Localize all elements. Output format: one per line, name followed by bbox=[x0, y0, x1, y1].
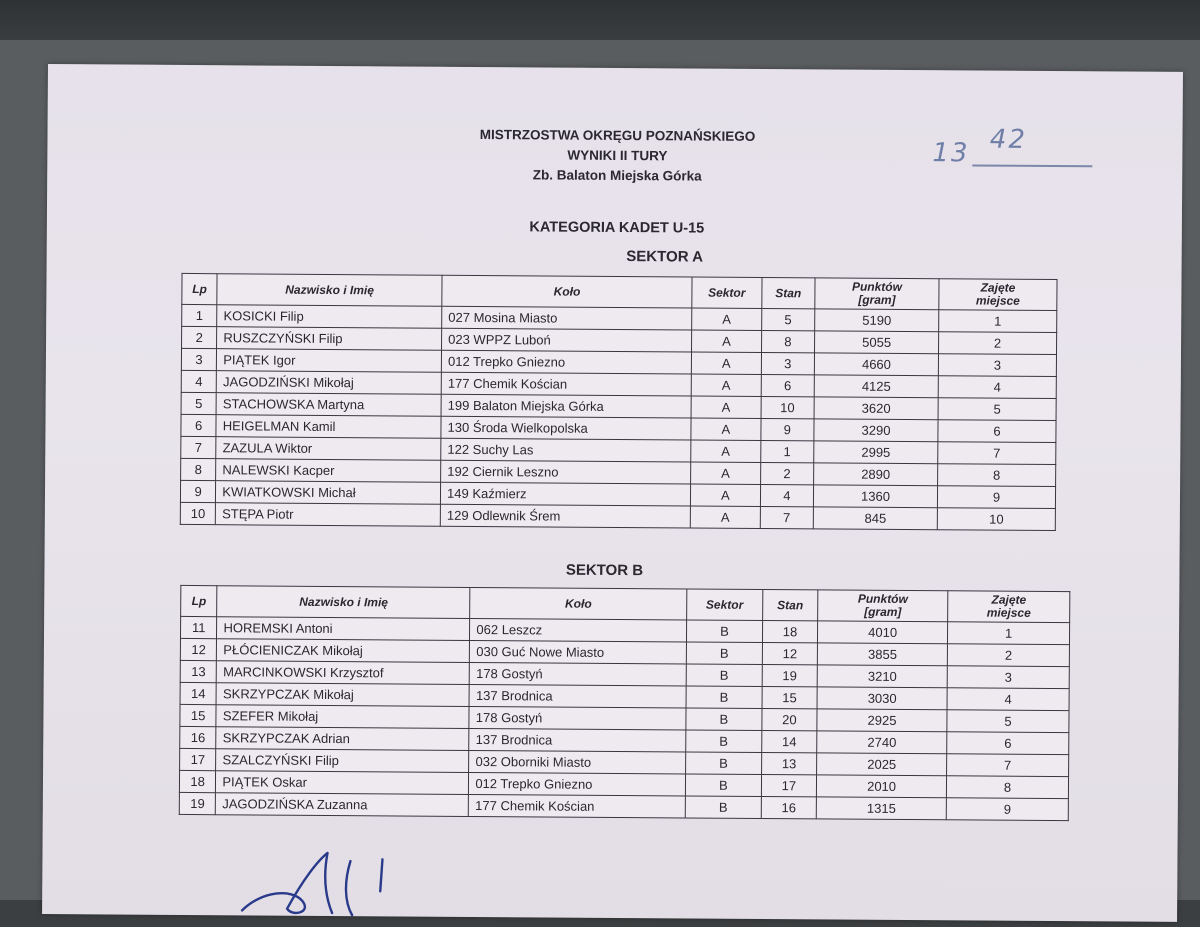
cell-club: 062 Leszcz bbox=[470, 618, 687, 642]
cell-stan: 2 bbox=[760, 462, 814, 484]
cell-points: 2995 bbox=[814, 441, 938, 464]
cell-points: 4010 bbox=[818, 621, 948, 644]
cell-points: 2010 bbox=[816, 775, 946, 798]
col-sector: Sektor bbox=[687, 589, 763, 621]
cell-points: 2025 bbox=[817, 753, 947, 776]
results-sheet bbox=[42, 64, 1183, 922]
cell-stan: 12 bbox=[762, 643, 817, 665]
cell-club: 027 Mosina Miasto bbox=[442, 306, 692, 330]
cell-sector: A bbox=[691, 352, 761, 374]
cell-points: 4660 bbox=[814, 353, 938, 376]
cell-place: 6 bbox=[947, 732, 1069, 755]
cell-place: 8 bbox=[938, 464, 1056, 487]
cell-stan: 9 bbox=[761, 418, 815, 440]
handwritten-underline bbox=[972, 164, 1092, 166]
cell-lp: 5 bbox=[181, 392, 216, 414]
cell-name: HEIGELMAN Kamil bbox=[216, 415, 441, 439]
cell-sector: B bbox=[685, 774, 761, 797]
cell-lp: 6 bbox=[181, 414, 216, 436]
cell-place: 5 bbox=[947, 710, 1069, 733]
cell-sector: A bbox=[691, 462, 761, 484]
cell-points: 4125 bbox=[814, 375, 938, 398]
header-title: MISTRZOSTWA OKRĘGU POZNAŃSKIEGO bbox=[479, 127, 756, 144]
cell-sector: A bbox=[691, 484, 761, 506]
cell-club: 177 Chemik Kościan bbox=[441, 372, 691, 396]
cell-club: 122 Suchy Las bbox=[441, 438, 691, 462]
cell-sector: B bbox=[686, 620, 762, 643]
cell-club: 137 Brodnica bbox=[469, 684, 686, 708]
col-stan: Stan bbox=[761, 277, 815, 308]
cell-club: 012 Trepko Gniezno bbox=[441, 350, 691, 374]
cell-club: 129 Odlewnik Śrem bbox=[440, 504, 690, 528]
cell-stan: 14 bbox=[762, 730, 817, 752]
cell-lp: 9 bbox=[180, 480, 215, 502]
cell-place: 1 bbox=[948, 622, 1070, 645]
handwritten-note bbox=[932, 124, 1028, 169]
cell-points: 2890 bbox=[814, 463, 938, 486]
cell-lp: 13 bbox=[180, 660, 217, 682]
sheet-header bbox=[347, 124, 887, 188]
cell-name: STĘPA Piotr bbox=[216, 503, 441, 527]
handwritten-note-a: 13 bbox=[932, 138, 970, 169]
cell-lp: 8 bbox=[181, 458, 216, 480]
cell-lp: 16 bbox=[180, 726, 217, 748]
cell-stan: 15 bbox=[762, 687, 817, 709]
cell-name: SZALCZYŃSKI Filip bbox=[216, 749, 469, 773]
col-place-line1: Zajęte bbox=[991, 592, 1027, 607]
cell-points: 3210 bbox=[817, 665, 947, 688]
cell-club: 137 Brodnica bbox=[469, 728, 686, 752]
cell-place: 3 bbox=[947, 666, 1069, 689]
cell-stan: 19 bbox=[762, 665, 817, 687]
cell-club: 177 Chemik Kościan bbox=[469, 794, 686, 818]
cell-place: 1 bbox=[939, 310, 1057, 333]
cell-stan: 16 bbox=[761, 796, 816, 818]
cell-club: 149 Kaźmierz bbox=[441, 482, 691, 506]
cell-points: 3290 bbox=[814, 419, 938, 442]
cell-lp: 14 bbox=[180, 682, 217, 704]
cell-stan: 4 bbox=[760, 484, 814, 506]
cell-sector: B bbox=[686, 708, 762, 731]
cell-club: 130 Środa Wielkopolska bbox=[441, 416, 691, 440]
table-row bbox=[180, 502, 1055, 530]
cell-lp: 3 bbox=[181, 348, 216, 370]
col-points bbox=[818, 590, 948, 622]
cell-place: 4 bbox=[938, 376, 1056, 399]
cell-sector: A bbox=[692, 308, 762, 330]
cell-name: SZEFER Mikołaj bbox=[216, 705, 469, 729]
cell-sector: B bbox=[686, 642, 762, 665]
cell-lp: 11 bbox=[180, 616, 217, 638]
sector-b-rows bbox=[179, 616, 1069, 820]
cell-name: NALEWSKI Kacper bbox=[216, 459, 441, 483]
col-club: Koło bbox=[470, 587, 687, 620]
cell-points: 2740 bbox=[817, 731, 947, 754]
cell-stan: 1 bbox=[760, 440, 814, 462]
col-name: Nazwisko i Imię bbox=[217, 274, 442, 307]
cell-sector: B bbox=[685, 752, 761, 775]
sector-a-rows bbox=[180, 304, 1057, 530]
cell-points: 5055 bbox=[815, 331, 939, 354]
cell-stan: 5 bbox=[761, 308, 815, 330]
cell-name: KWIATKOWSKI Michał bbox=[216, 481, 441, 505]
cell-sector: A bbox=[691, 374, 761, 396]
cell-club: 178 Gostyń bbox=[469, 706, 686, 730]
cell-name: HOREMSKI Antoni bbox=[217, 617, 470, 641]
cell-place: 7 bbox=[947, 754, 1069, 777]
cell-place: 9 bbox=[946, 798, 1068, 821]
cell-points: 3855 bbox=[817, 643, 947, 666]
cell-place: 6 bbox=[938, 420, 1056, 443]
cell-place: 2 bbox=[939, 332, 1057, 355]
cell-lp: 12 bbox=[180, 638, 217, 660]
cell-place: 3 bbox=[938, 354, 1056, 377]
cell-lp: 15 bbox=[180, 704, 217, 726]
col-place bbox=[939, 279, 1057, 311]
col-place bbox=[948, 591, 1070, 623]
cell-name: RUSZCZYŃSKI Filip bbox=[217, 327, 442, 351]
sector-b-table bbox=[179, 585, 1071, 821]
cell-sector: A bbox=[692, 330, 762, 352]
cell-lp: 17 bbox=[180, 748, 217, 770]
cell-sector: B bbox=[686, 730, 762, 753]
cell-sector: A bbox=[691, 396, 761, 418]
cell-place: 4 bbox=[947, 688, 1069, 711]
cell-stan: 18 bbox=[762, 621, 817, 643]
cell-club: 030 Guć Nowe Miasto bbox=[470, 640, 687, 664]
cell-name: JAGODZIŃSKI Mikołaj bbox=[216, 371, 441, 395]
cell-points: 1315 bbox=[816, 797, 946, 820]
cell-stan: 8 bbox=[761, 330, 815, 352]
cell-place: 10 bbox=[937, 508, 1055, 531]
col-place-line1: Zajęte bbox=[980, 280, 1016, 295]
cell-sector: A bbox=[691, 440, 761, 462]
signature-scribble bbox=[232, 850, 452, 922]
col-lp: Lp bbox=[182, 273, 217, 304]
cell-name: PIĄTEK Igor bbox=[217, 349, 442, 373]
col-club: Koło bbox=[442, 275, 692, 308]
cell-club: 023 WPPZ Luboń bbox=[442, 328, 692, 352]
sector-a-title: SEKTOR A bbox=[626, 248, 704, 266]
cell-stan: 6 bbox=[761, 374, 815, 396]
cell-sector: B bbox=[685, 796, 761, 819]
col-lp: Lp bbox=[181, 585, 218, 616]
cell-sector: B bbox=[686, 686, 762, 709]
col-points-line2: [gram] bbox=[864, 604, 902, 619]
col-points-line1: Punktów bbox=[857, 591, 908, 607]
cell-name: KOSICKI Filip bbox=[217, 305, 442, 329]
cell-stan: 17 bbox=[761, 774, 816, 796]
cell-name: MARCINKOWSKI Krzysztof bbox=[217, 661, 470, 685]
cell-points: 3030 bbox=[817, 687, 947, 710]
cell-lp: 19 bbox=[179, 792, 216, 814]
sector-a-table bbox=[180, 273, 1058, 531]
cell-club: 192 Ciernik Leszno bbox=[441, 460, 691, 484]
cell-lp: 2 bbox=[182, 326, 217, 348]
header-venue: Zb. Balaton Miejska Górka bbox=[532, 167, 702, 184]
cell-name: STACHOWSKA Martyna bbox=[216, 393, 441, 417]
cell-name: JAGODZIŃSKA Zuzanna bbox=[216, 793, 469, 817]
cell-stan: 7 bbox=[760, 506, 814, 528]
cell-club: 032 Oborniki Miasto bbox=[469, 750, 686, 774]
col-points-line1: Punktów bbox=[851, 279, 903, 294]
cell-club: 178 Gostyń bbox=[470, 662, 687, 686]
cell-club: 012 Trepko Gniezno bbox=[469, 772, 686, 796]
cell-lp: 4 bbox=[181, 370, 216, 392]
cell-sector: A bbox=[691, 418, 761, 440]
cell-stan: 3 bbox=[761, 352, 815, 374]
col-place-line2: miejsce bbox=[986, 605, 1031, 620]
cell-lp: 18 bbox=[179, 770, 216, 792]
cell-place: 7 bbox=[938, 442, 1056, 465]
cell-points: 1360 bbox=[813, 485, 937, 508]
category-title: KATEGORIA KADET U-15 bbox=[529, 219, 705, 237]
cell-place: 8 bbox=[947, 776, 1069, 799]
col-sector: Sektor bbox=[692, 277, 762, 308]
cell-points: 3620 bbox=[814, 397, 938, 420]
cell-name: ZAZULA Wiktor bbox=[216, 437, 441, 461]
cell-lp: 10 bbox=[180, 502, 215, 524]
cell-sector: B bbox=[686, 664, 762, 687]
col-points bbox=[815, 278, 939, 310]
handwritten-note-b: 42 bbox=[989, 124, 1028, 155]
col-stan: Stan bbox=[763, 590, 818, 621]
cell-name: SKRZYPCZAK Adrian bbox=[216, 727, 469, 751]
cell-stan: 20 bbox=[762, 708, 817, 730]
sector-b-title: SEKTOR B bbox=[565, 561, 644, 580]
cell-name: SKRZYPCZAK Mikołaj bbox=[216, 683, 469, 707]
cell-place: 9 bbox=[937, 486, 1055, 509]
cell-place: 2 bbox=[947, 644, 1069, 667]
cell-points: 5190 bbox=[815, 309, 939, 332]
cell-lp: 1 bbox=[182, 304, 217, 326]
cell-place: 5 bbox=[938, 398, 1056, 421]
cell-sector: A bbox=[690, 506, 760, 528]
cell-stan: 13 bbox=[761, 752, 816, 774]
cell-lp: 7 bbox=[181, 436, 216, 458]
cell-name: PŁÓCIENICZAK Mikołaj bbox=[217, 639, 470, 663]
col-points-line2: [gram] bbox=[858, 292, 896, 307]
header-subtitle: WYNIKI II TURY bbox=[567, 147, 668, 164]
col-place-line2: miejsce bbox=[975, 293, 1020, 308]
col-name: Nazwisko i Imię bbox=[217, 586, 470, 619]
cell-points: 845 bbox=[813, 507, 937, 530]
cell-points: 2925 bbox=[817, 709, 947, 732]
cell-name: PIĄTEK Oskar bbox=[216, 771, 469, 795]
cell-stan: 10 bbox=[761, 396, 815, 418]
cell-club: 199 Balaton Miejska Górka bbox=[441, 394, 691, 418]
